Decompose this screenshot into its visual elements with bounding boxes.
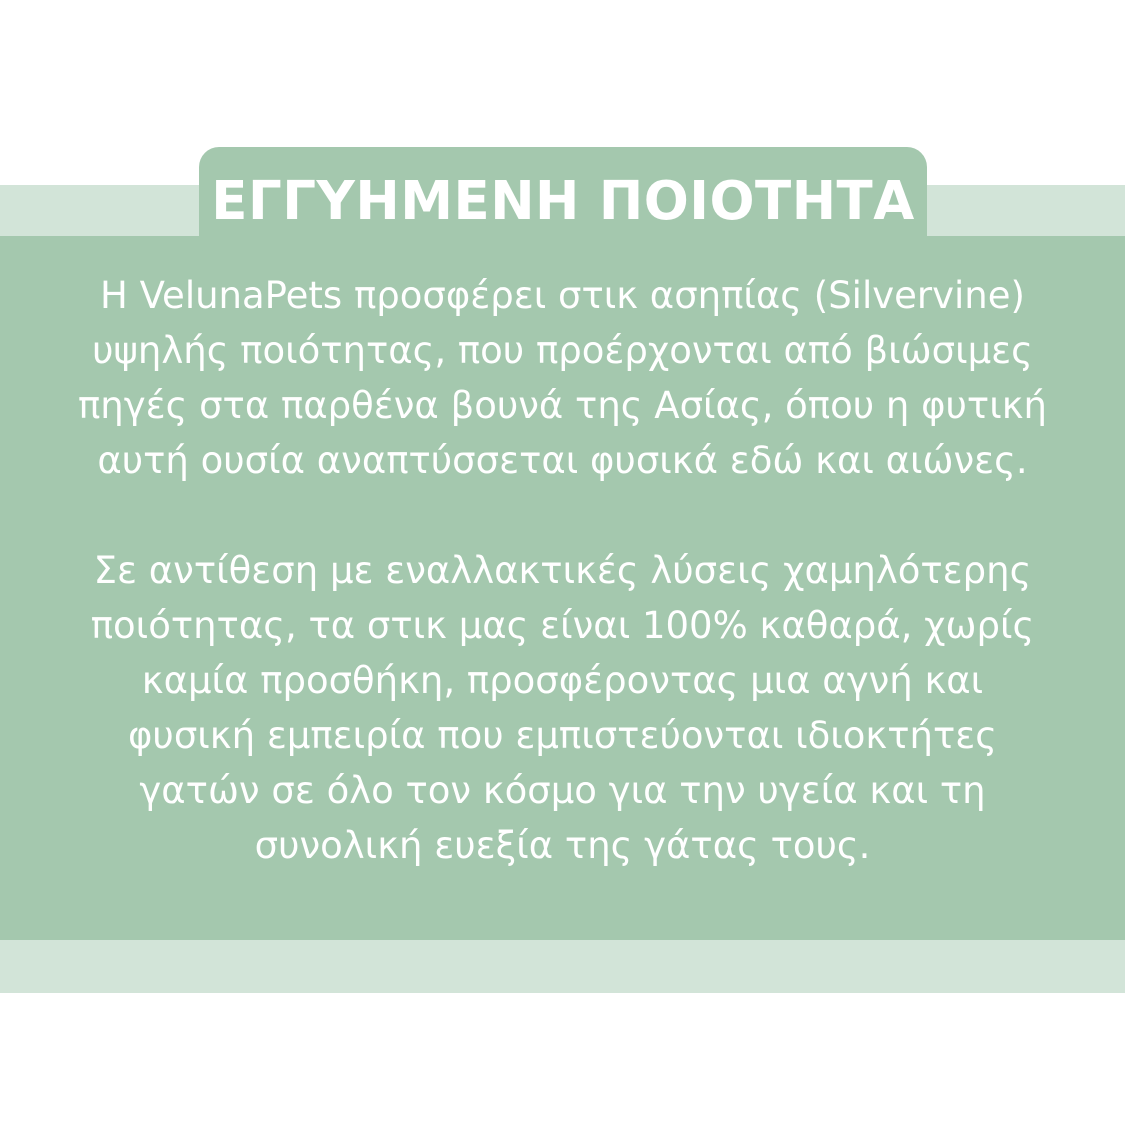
- text-line: φυσική εμπειρία που εμπιστεύονται ιδιοκτήτες: [128, 714, 997, 757]
- text-line: συνολική ευεξία της γάτας τους.: [254, 824, 871, 867]
- text-line: ποιότητας, τα στικ μας είναι 100% καθαρά, χωρίς: [90, 604, 1035, 647]
- banner-title: ΕΓΓΥΗΜΕΝΗ ΠΟΙΟΤΗΤΑ: [211, 170, 915, 232]
- text-line: αυτή ουσία αναπτύσσεται φυσικά εδώ και αιώνες.: [97, 439, 1028, 482]
- description-text: [40, 268, 1085, 873]
- text-line: πηγές στα παρθένα βουνά της Ασίας, όπου η φυτική: [78, 384, 1047, 427]
- text-line: καμία προσθήκη, προσφέροντας μια αγνή και: [141, 659, 984, 702]
- text-line: Η VelunaPets προσφέρει στικ ασηπίας (Silvervine): [100, 274, 1025, 317]
- paragraph-intro: [40, 268, 1085, 488]
- text-line: υψηλής ποιότητας, που προέρχονται από βιώσιμες: [92, 329, 1033, 372]
- paragraph-spacer: [40, 488, 1085, 543]
- paragraph-purity: [40, 543, 1085, 873]
- text-line: γατών σε όλο τον κόσμο για την υγεία και τη: [139, 769, 986, 812]
- text-line: Σε αντίθεση με εναλλακτικές λύσεις χαμηλότερης: [93, 549, 1032, 592]
